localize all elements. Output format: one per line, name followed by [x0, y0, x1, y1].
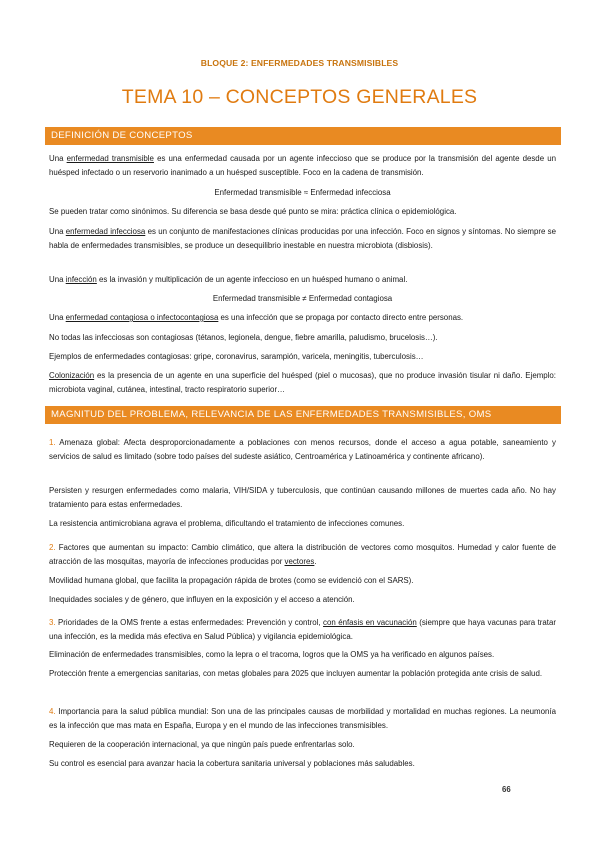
paragraph-no-contagiosas: No todas las infecciosas son contagiosas (tétanos, legionela, dengue, fiebre amarilla, paludismo, brucelosis…).: [49, 333, 438, 342]
item-number-4: 4.: [49, 707, 56, 716]
term-enfermedad-contagiosa: enfermedad contagiosa o infectocontagiosa: [65, 313, 219, 322]
term-enfermedad-infecciosa: enfermedad infecciosa: [65, 227, 146, 236]
paragraph-proteccion: Protección frente a emergencias sanitarias, con metas globales para 2025 que incluyen aumentar la población protegida ante crisis de salud.: [49, 669, 543, 678]
term-vectores: vectores: [284, 556, 315, 566]
paragraph-ejemplos-contagiosas: Ejemplos de enfermedades contagiosas: gripe, coronavirus, sarampión, varicela, meningitis, tuberculosis…: [49, 352, 424, 361]
term-vacunacion: con énfasis en vacunación: [323, 618, 417, 627]
block-title: BLOQUE 2: ENFERMEDADES TRANSMISIBLES: [200, 58, 399, 68]
section-heading-magnitud: MAGNITUD DEL PROBLEMA, RELEVANCIA DE LAS ENFERMEDADES TRANSMISIBLES, OMS: [45, 406, 561, 424]
item-importancia: 4. Importancia para la salud pública mundial: Son una de las principales causas de morbilidad y mortalidad en muchas regiones. La neumonía es la infección que mas mata en España, Europa y en el mundo de las infecciones transmisibles.: [49, 707, 556, 730]
section-heading-definitions: DEFINICIÓN DE CONCEPTOS: [45, 127, 561, 145]
item-amenaza-global: 1. Amenaza global: Afecta desproporcionadamente a poblaciones con menos recursos, donde el acceso a agua potable, saneamiento y servicios de salud es limitado (sobre todo países del sudeste asiático, Centroamérica y Latinoamérica y continente africano).: [49, 438, 556, 461]
paragraph-eliminacion: Eliminación de enfermedades transmisibles, como la lepra o el tracoma, logros que la OMS ya ha verificado en algunos países.: [49, 650, 495, 659]
paragraph-enfermedad-contagiosa: Una enfermedad contagiosa o infectocontagiosa es una infección que se propaga por contacto directo entre personas.: [49, 313, 464, 322]
paragraph-inequidades: Inequidades sociales y de género, que influyen en la exposición y el acceso a atención.: [49, 595, 355, 604]
equivalence-line-1: Enfermedad transmisible ≈ Enfermedad infecciosa: [214, 188, 391, 197]
paragraph-sinonimos: Se pueden tratar como sinónimos. Su diferencia se basa desde qué punto se mira: práctica clínica o epidemiológica.: [49, 207, 457, 216]
page-number: 66: [502, 785, 511, 794]
item-factores: 2. Factores que aumentan su impacto: Cambio climático, que altera la distribución de vectores como mosquitos. Humedad y calor fuente de atracción de las mosquitas, mayoría de infecciones producidas por vectores.: [49, 543, 556, 566]
item-number-2: 2.: [49, 543, 56, 552]
paragraph-movilidad: Movilidad humana global, que facilita la propagación rápida de brotes (como se evidenció con el SARS).: [49, 576, 414, 585]
paragraph-cooperacion: Requieren de la cooperación internacional, ya que ningún país puede enfrentarlas solo.: [49, 740, 355, 749]
term-enfermedad-transmisible: enfermedad transmisible: [66, 154, 154, 163]
paragraph-infeccion: Una infección es la invasión y multiplicación de un agente infeccioso en un huésped humano o animal.: [49, 275, 408, 284]
paragraph-resistencia: La resistencia antimicrobiana agrava el problema, dificultando el tratamiento de infecciones comunes.: [49, 519, 405, 528]
item-number-3: 3.: [49, 618, 56, 627]
paragraph-enfermedad-transmisible: Una enfermedad transmisible es una enfermedad causada por un agente infeccioso que se produce por la transmisión del agente desde un huésped infectado o un reservorio inanimado a un huésped susceptible. Foco en la cadena de transmisión.: [49, 154, 556, 177]
paragraph-persisten: Persisten y resurgen enfermedades como malaria, VIH/SIDA y tuberculosis, que continúan causando millones de muertes cada año. No hay tratamiento para estas enfermedades.: [49, 486, 556, 509]
paragraph-colonizacion: Colonización es la presencia de un agente en una superficie del huésped (piel o mucosas), que no produce invasión tisular ni daño. Ejemplo: microbiota vaginal, cutánea, intestinal, tracto respiratorio superior…: [49, 371, 556, 394]
paragraph-control: Su control es esencial para avanzar hacia la cobertura sanitaria universal y poblaciones más saludables.: [49, 759, 415, 768]
item-number-1: 1.: [49, 438, 56, 447]
term-infeccion: infección: [65, 275, 97, 284]
term-colonizacion: Colonización: [49, 371, 95, 380]
topic-title: TEMA 10 – CONCEPTOS GENERALES: [121, 86, 478, 108]
paragraph-enfermedad-infecciosa: Una enfermedad infecciosa es un conjunto de manifestaciones clínicas producidas por una infección. Foco en signos y síntomas. No siempre se habla de enfermedades transmisibles, se produce un desequilibrio inestable en nuestra microbiota (disbiosis).: [49, 227, 556, 250]
equivalence-line-2: Enfermedad transmisible ≠ Enfermedad contagiosa: [212, 294, 393, 303]
item-prioridades-oms: 3. Prioridades de la OMS frente a estas enfermedades: Prevención y control, con énfasis en vacunación (siempre que haya vacunas para tratar una infección, es la medida más efectiva en Salud Pública) y vigilancia epidemiológica.: [49, 618, 556, 641]
